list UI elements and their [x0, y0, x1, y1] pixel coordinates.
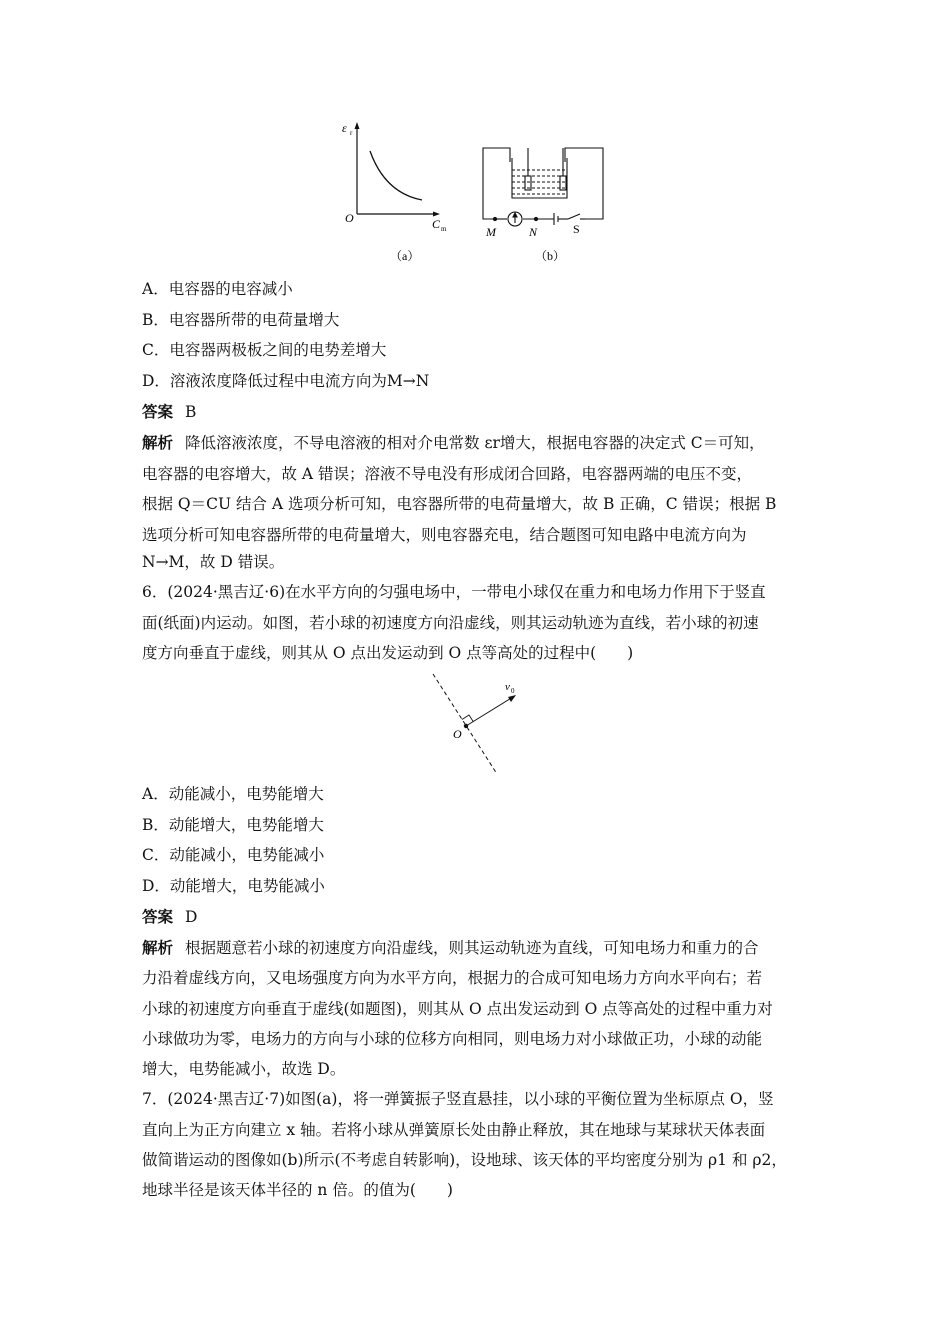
q5-option-b: B．电容器所带的电荷量增大 [142, 311, 340, 329]
q5-analysis-line-2: 电容器的电容增大，故 A 错误；溶液不导电没有形成闭合回路，电容器两端的电压不变， [142, 465, 753, 483]
q6-analysis-line-4: 小球做功为零，电场力的方向与小球的位移方向相同，则电场力对小球做正功，小球的动能 [142, 1030, 763, 1048]
q6-answer [142, 907, 197, 927]
graph-a-y-label: ε [342, 121, 347, 135]
q5-option-c: C．电容器两极板之间的电势差增大 [142, 341, 387, 359]
q6-figure [425, 670, 525, 778]
circuit-label-m: M [486, 225, 496, 239]
q6-option-a: A．动能减小，电势能增大 [142, 785, 324, 803]
circuit-label-s: S [573, 222, 580, 236]
circuit-caption: （b） [535, 249, 566, 263]
graph-a [342, 121, 447, 263]
graph-a-x-label: C [432, 217, 441, 231]
q5-analysis-label: 解析 [142, 434, 174, 452]
q6-figure-velocity: v [505, 681, 510, 693]
q6-analysis-line-5: 增大，电势能减小，故选 D。 [142, 1060, 346, 1078]
circuit-label-n: N [529, 225, 538, 239]
q6-answer-value: D [185, 908, 198, 926]
graph-a-y-label-sub: r [350, 129, 353, 137]
q5-answer-label: 答案 [142, 403, 174, 421]
q6-figure-point-o: O [453, 727, 462, 741]
q6-figure-velocity-sub: 0 [511, 687, 515, 695]
q6-answer-label: 答案 [142, 908, 174, 926]
q6-option-d: D．动能增大，电势能减小 [142, 877, 325, 895]
q5-option-d: D．溶液浓度降低过程中电流方向为M→N [142, 372, 430, 390]
q6-analysis-line-2: 力沿着虚线方向，又电场强度方向为水平方向，根据力的合成可知电场力方向水平向右；若 [142, 969, 763, 987]
q5-analysis-line-3: 根据 Q＝CU 结合 A 选项分析可知，电容器所带的电荷量增大，故 B 正确，C 错误；根据 B [142, 495, 777, 513]
q6-option-b: B．动能增大，电势能增大 [142, 816, 324, 834]
q7-stem-line-4: 地球半径是该天体半径的 n 倍。的值为( ) [142, 1181, 453, 1199]
q6-stem-line-2: 面(纸面)内运动。如图，若小球的初速度方向沿虚线，则其运动轨迹为直线，若小球的初速 [142, 614, 759, 632]
q7-stem-line-1: 7．(2024·黑吉辽·7)如图(a)，将一弹簧振子竖直悬挂，以小球的平衡位置为坐标原点 O，竖 [142, 1090, 774, 1108]
q5-answer-value: B [185, 403, 197, 421]
circuit-b [483, 148, 603, 226]
figure-graph-and-circuit [330, 118, 630, 268]
q5-answer [142, 402, 196, 422]
q6-analysis-line-1: 解析 根据题意若小球的初速度方向沿虚线，则其运动轨迹为直线，可知电场力和重力的合 [142, 939, 759, 957]
q7-stem-line-3: 做简谐运动的图像如(b)所示(不考虑自转影响)，设地球、该天体的平均密度分别为 ρ1 和 ρ2， [142, 1151, 787, 1169]
graph-a-caption: （a） [390, 249, 420, 263]
graph-a-origin: O [345, 211, 354, 225]
q5-analysis-line-5: N→M，故 D 错误。 [142, 553, 285, 571]
q7-stem-line-2: 直向上为正方向建立 x 轴。若将小球从弹簧原长处由静止释放，其在地球与某球状天体表面 [142, 1121, 766, 1139]
q6-option-c: C．动能减小，电势能减小 [142, 846, 325, 864]
q6-analysis-line-3: 小球的初速度方向垂直于虚线(如题图)，则其从 O 点出发运动到 O 点等高处的过程中重力对 [142, 1000, 773, 1018]
q6-stem-line-3: 度方向垂直于虚线，则其从 O 点出发运动到 O 点等高处的过程中( ) [142, 644, 634, 662]
q5-option-a: A．电容器的电容减小 [142, 280, 293, 298]
graph-a-x-label-sub: m [441, 225, 447, 233]
q5-analysis-line-4: 选项分析可知电容器所带的电荷量增大，则电容器充电，结合题图可知电路中电流方向为 [142, 526, 747, 544]
q5-analysis-line-1: 解析 降低溶液浓度，不导电溶液的相对介电常数 εr增大，根据电容器的决定式 C＝可知， [142, 434, 765, 452]
q6-stem-line-1: 6．(2024·黑吉辽·6)在水平方向的匀强电场中，一带电小球仅在重力和电场力作用下于竖直 [142, 583, 766, 601]
q6-analysis-label: 解析 [142, 939, 174, 957]
